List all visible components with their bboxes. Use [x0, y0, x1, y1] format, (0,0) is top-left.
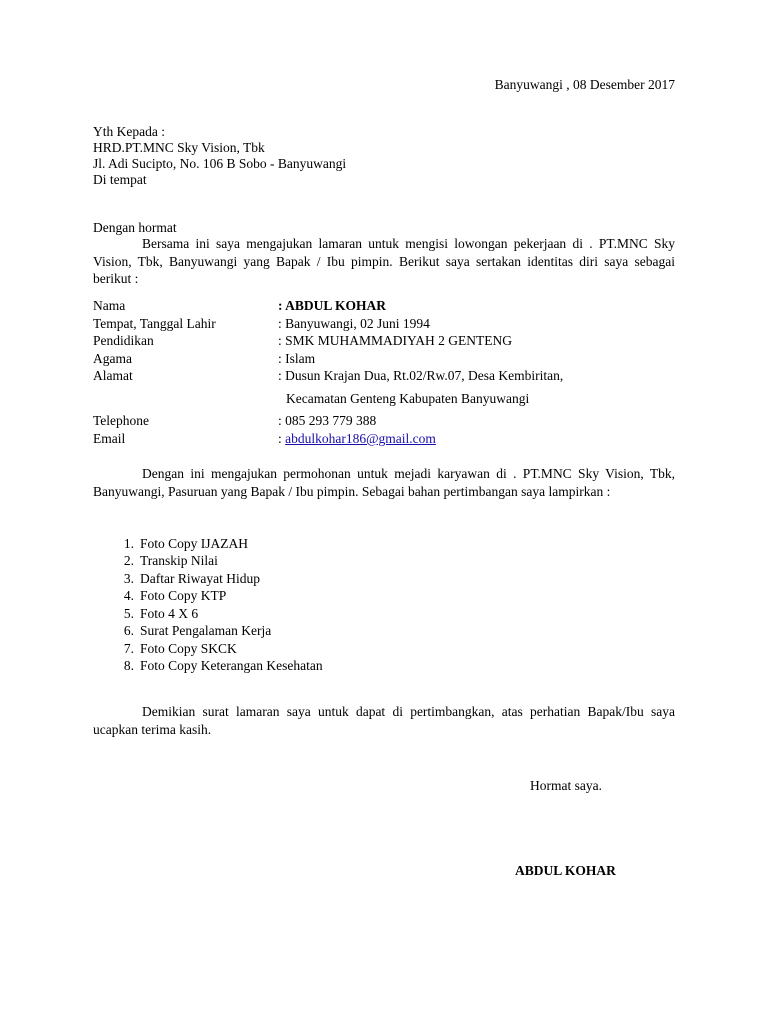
closing-paragraph: Demikian surat lamaran saya untuk dapat di pertimbangkan, atas perhatian Bapak/Ibu saya ucapkan terima kasih. — [93, 704, 675, 737]
attachment-item: Foto Copy Keterangan Kesehatan — [140, 658, 323, 673]
intro-paragraph: Bersama ini saya mengajukan lamaran untuk mengisi lowongan pekerjaan di . PT.MNC Sky Vision, Tbk, Banyuwangi yang Bapak / Ibu pimpin. Berikut saya sertakan identitas diri saya sebagai berikut : — [93, 236, 675, 287]
attachment-item: Foto Copy KTP — [140, 588, 227, 603]
religion-label: Agama — [93, 351, 132, 366]
sign-off: Hormat saya. — [530, 778, 602, 793]
address-value-line2: Kecamatan Genteng Kabupaten Banyuwangi — [286, 391, 530, 406]
attachment-number: 7. — [123, 641, 134, 656]
attachment-number: 8. — [123, 658, 134, 673]
phone-value: : 085 293 779 388 — [278, 413, 377, 428]
name-value: : ABDUL KOHAR — [278, 298, 387, 313]
attachment-number: 3. — [123, 571, 134, 586]
attachment-number: 2. — [123, 553, 134, 568]
email-label: Email — [93, 431, 126, 446]
address-value-line1: : Dusun Krajan Dua, Rt.02/Rw.07, Desa Kembiritan, — [278, 368, 564, 383]
email-prefix: : — [278, 431, 286, 446]
recipient-company: HRD.PT.MNC Sky Vision, Tbk — [93, 140, 265, 155]
attachment-item: Transkip Nilai — [140, 553, 218, 568]
phone-label: Telephone — [93, 413, 150, 428]
recipient-address: Jl. Adi Sucipto, No. 106 B Sobo - Banyuwangi — [93, 156, 347, 171]
address-label: Alamat — [93, 368, 133, 383]
salutation: Dengan hormat — [93, 220, 177, 235]
attachment-number: 6. — [123, 623, 134, 638]
education-value: : SMK MUHAMMADIYAH 2 GENTENG — [278, 333, 513, 348]
attachment-item: Surat Pengalaman Kerja — [140, 623, 272, 638]
religion-value: : Islam — [278, 351, 316, 366]
recipient-greeting: Yth Kepada : — [93, 124, 165, 139]
attachment-number: 4. — [123, 588, 134, 603]
birth-value: : Banyuwangi, 02 Juni 1994 — [278, 316, 430, 331]
signature-name: ABDUL KOHAR — [515, 863, 616, 878]
recipient-location: Di tempat — [93, 172, 147, 187]
email-link[interactable]: abdulkohar186@gmail.com — [285, 431, 436, 446]
request-paragraph: Dengan ini mengajukan permohonan untuk mejadi karyawan di . PT.MNC Sky Vision, Tbk, Banyuwangi, Pasuruan yang Bapak / Ibu pimpin. Sebagai bahan pertimbangan saya lampirkan : — [93, 466, 675, 499]
name-label: Nama — [93, 298, 126, 313]
attachment-item: Foto Copy IJAZAH — [140, 536, 249, 551]
email-row — [278, 430, 436, 448]
birth-label: Tempat, Tanggal Lahir — [93, 316, 216, 331]
attachment-item: Daftar Riwayat Hidup — [140, 571, 260, 586]
education-label: Pendidikan — [93, 333, 154, 348]
place-date: Banyuwangi , 08 Desember 2017 — [494, 77, 675, 92]
attachment-item: Foto 4 X 6 — [140, 606, 199, 621]
attachment-item: Foto Copy SKCK — [140, 641, 237, 656]
attachment-number: 1. — [123, 536, 134, 551]
attachment-number: 5. — [123, 606, 134, 621]
